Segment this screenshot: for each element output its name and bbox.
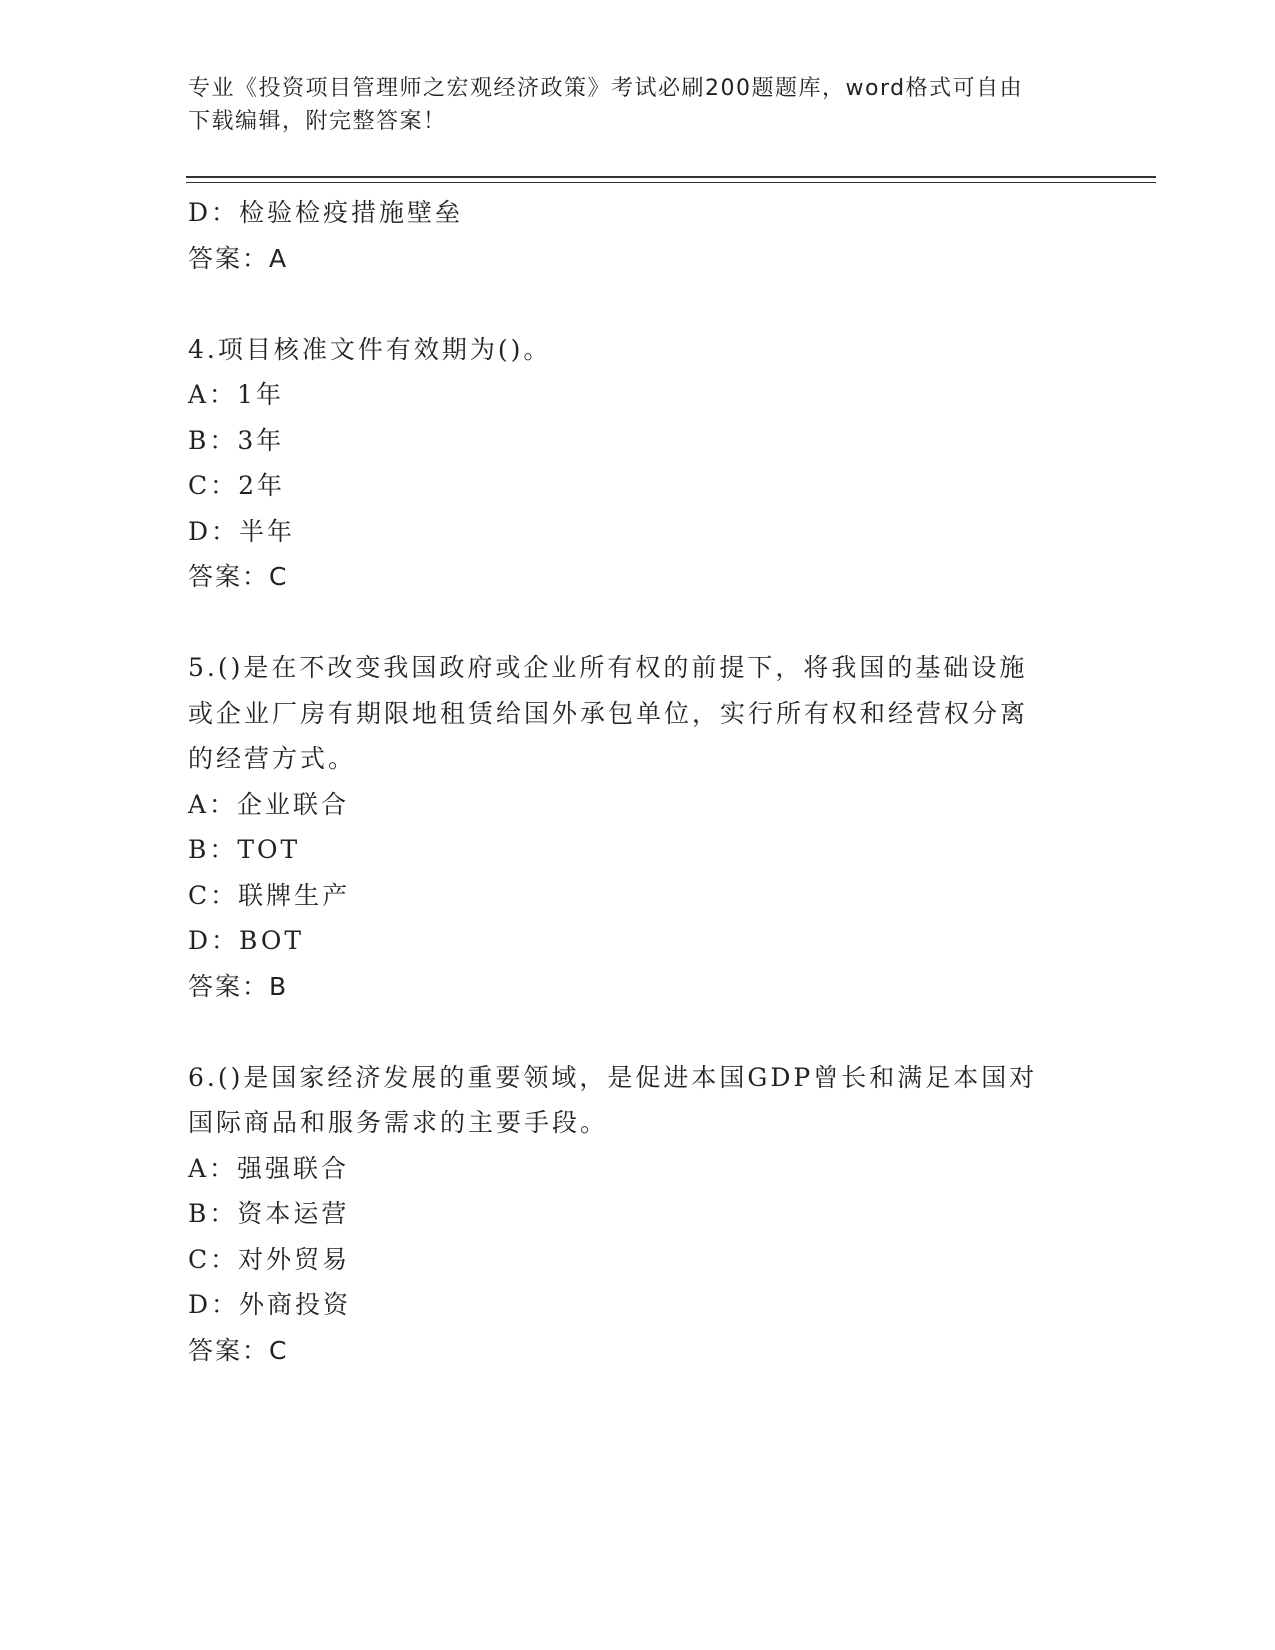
- spacer: [188, 600, 1068, 646]
- question-text-line-1: 5.()是在不改变我国政府或企业所有权的前提下，将我国的基础设施: [188, 653, 1028, 682]
- question-text-line-1: 6.()是国家经济发展的重要领域，是促进本国GDP曾长和满足本国对: [188, 1062, 1038, 1092]
- header-line-1: 专业《投资项目管理师之宏观经济政策》考试必刷200题题库，word格式可自由: [188, 76, 1024, 101]
- header-rule-thick: [186, 176, 1156, 178]
- question-5: [188, 645, 1068, 1009]
- option-b: B：资本运营: [188, 1199, 350, 1228]
- option-c: C：对外贸易: [188, 1244, 351, 1274]
- answer-line: 答案：B: [188, 971, 289, 1001]
- option-a: A：强强联合: [188, 1153, 350, 1183]
- question-text-line-2: 国际商品和服务需求的主要手段。: [188, 1108, 609, 1137]
- question-text-line-3: 的经营方式。: [188, 744, 357, 773]
- question-text: 4.项目核准文件有效期为()。: [188, 334, 552, 364]
- spacer: [188, 1009, 1068, 1055]
- header-rule-thin: [186, 182, 1156, 183]
- option-d: D：外商投资: [188, 1290, 352, 1319]
- option-b: B：TOT: [188, 835, 301, 864]
- option-b: B：3年: [188, 425, 285, 455]
- answer-line: 答案：C: [188, 1335, 289, 1365]
- header-line-2: 下载编辑，附完整答案！: [188, 109, 447, 134]
- answer-line: 答案：C: [188, 562, 289, 591]
- option-c: C：联牌生产: [188, 880, 351, 910]
- question-6: [188, 1055, 1068, 1374]
- option-d: D：半年: [188, 516, 296, 546]
- document-header: [188, 72, 1068, 138]
- option-c: C：2年: [188, 471, 286, 500]
- question-text-line-2: 或企业厂房有期限地租赁给国外承包单位，实行所有权和经营权分离: [188, 698, 1029, 728]
- option-a: A：企业联合: [188, 789, 350, 819]
- option-d: D：BOT: [188, 926, 305, 955]
- question-content: [188, 190, 1068, 1373]
- option-a: A：1年: [188, 380, 284, 409]
- option-d: D：检验检疫措施壁垒: [188, 198, 464, 227]
- answer-line: 答案：A: [188, 243, 289, 273]
- spacer: [188, 281, 1068, 327]
- question-4: [188, 327, 1068, 600]
